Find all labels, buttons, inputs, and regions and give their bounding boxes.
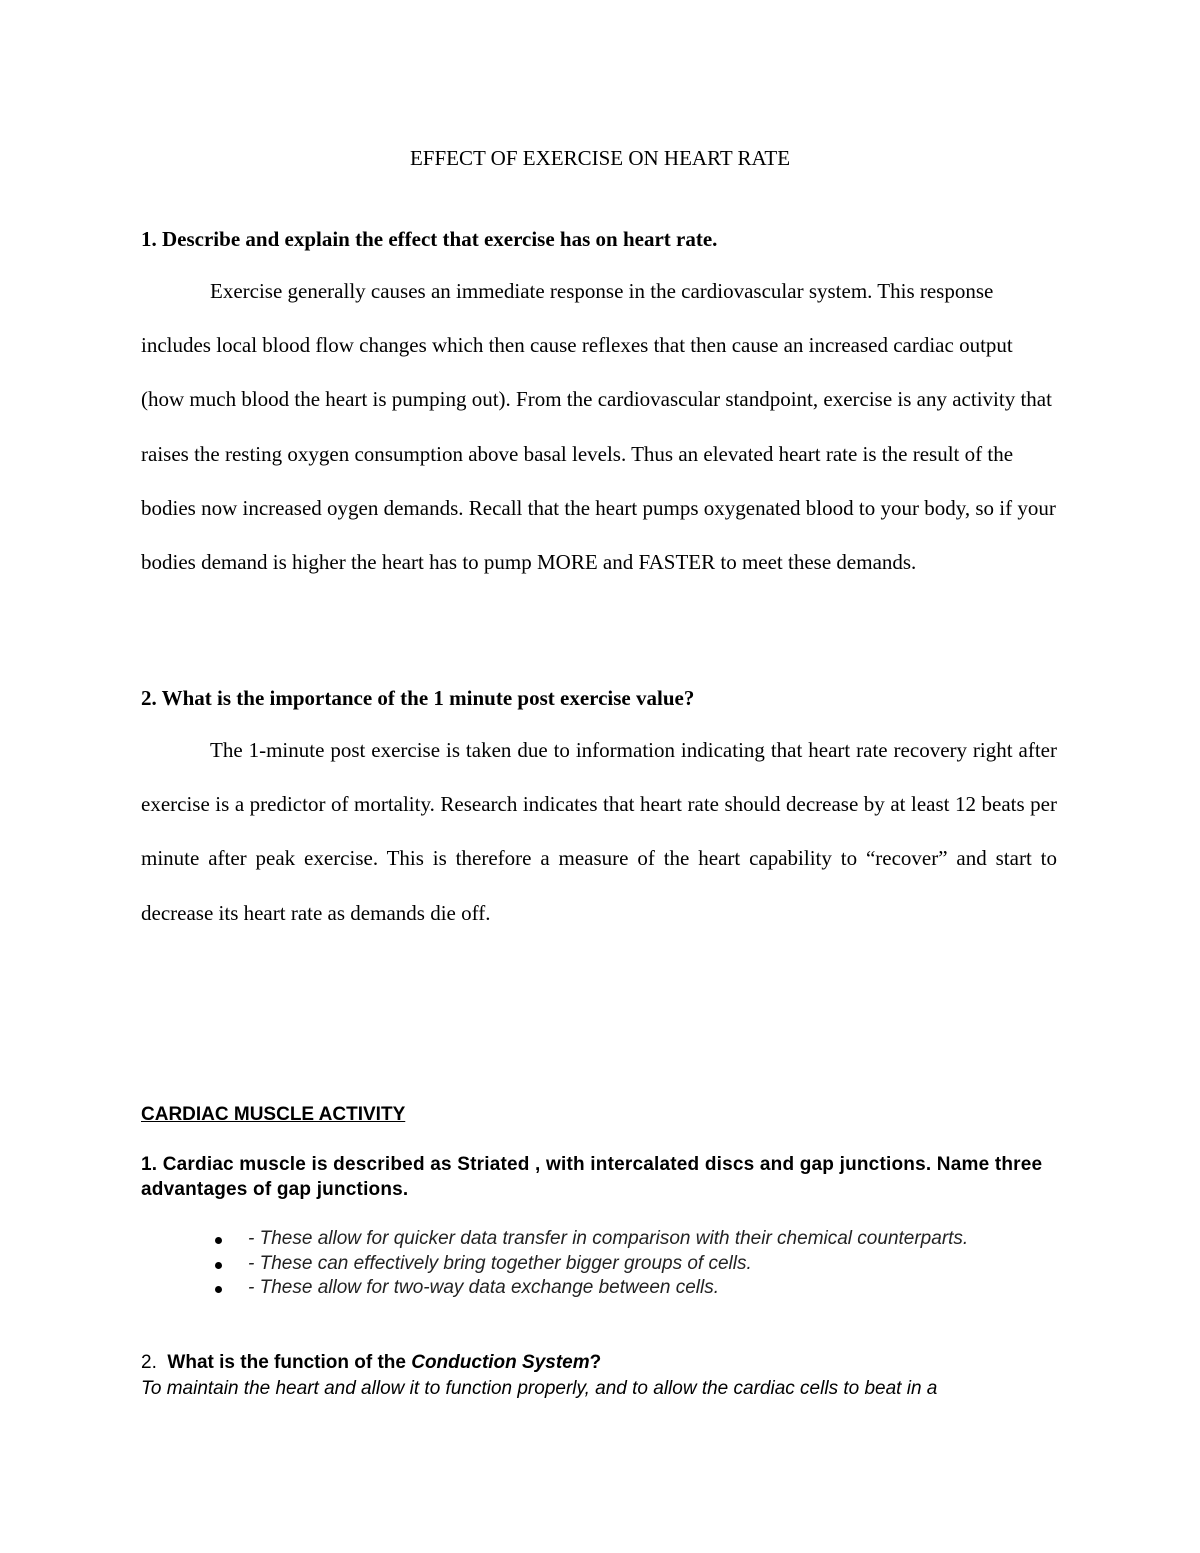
document-title: EFFECT OF EXERCISE ON HEART RATE <box>409 146 791 170</box>
answer-1-text: Exercise generally causes an immediate response in the cardiovascular system. This response includes local blood flow changes which then cause reflexes that then cause an increased cardiac output (how much blood the heart is pumping out). From the cardiovascular standpoint, exercise is any activity that raises the resting oxygen consumption above basal levels. Thus an elevated heart rate is the result of the bodies now increased oygen demands. Recall that the heart pumps oxygenated blood to your body, so if your bodies demand is higher the heart has to pump MORE and FASTER to meet these demands. <box>141 279 1056 575</box>
list-item-text: - These can effectively bring together bigger groups of cells. <box>248 1252 752 1274</box>
gap-junction-advantages-list <box>213 1227 973 1301</box>
answer-2-text: The 1-minute post exercise is taken due to information indicating that heart rate recovery right after exercise is a predictor of mortality. Research indicates that heart rate should decrease by at least 12 beats per minute after peak exercise. This is therefore a measure of the heart capability to “recover” and start to decrease its heart rate as demands die off. <box>141 738 1057 925</box>
list-item <box>213 1227 973 1252</box>
cardiac-answer-2: To maintain the heart and allow it to function properly, and to allow the cardiac cells to beat in a <box>141 1378 938 1399</box>
question-1-heading: 1. Describe and explain the effect that exercise has on heart rate. <box>141 227 718 251</box>
answer-2-paragraph <box>141 723 1057 940</box>
cardiac-question-2 <box>141 1350 601 1375</box>
question-number: 2. <box>141 1352 157 1373</box>
bullet-icon <box>215 1237 222 1244</box>
bullet-icon <box>215 1286 222 1293</box>
question-2-heading: 2. What is the importance of the 1 minute post exercise value? <box>141 686 695 710</box>
bullet-icon <box>215 1262 222 1269</box>
question-prefix: What is the function of the <box>167 1352 406 1373</box>
list-item <box>213 1276 973 1301</box>
list-item-text: - These allow for two-way data exchange between cells. <box>248 1277 720 1298</box>
question-emphasis: Conduction System <box>411 1352 590 1373</box>
answer-1-paragraph <box>141 264 1057 589</box>
section-title-cardiac-muscle: CARDIAC MUSCLE ACTIVITY <box>141 1104 406 1125</box>
question-suffix: ? <box>589 1352 602 1373</box>
cardiac-question-1: 1. Cardiac muscle is described as Striated , with intercalated discs and gap junctions. Name three advantages of gap junctions. <box>141 1154 1043 1200</box>
list-item <box>213 1252 973 1277</box>
list-item-text: - These allow for quicker data transfer in comparison with their chemical counterparts. <box>248 1228 969 1249</box>
